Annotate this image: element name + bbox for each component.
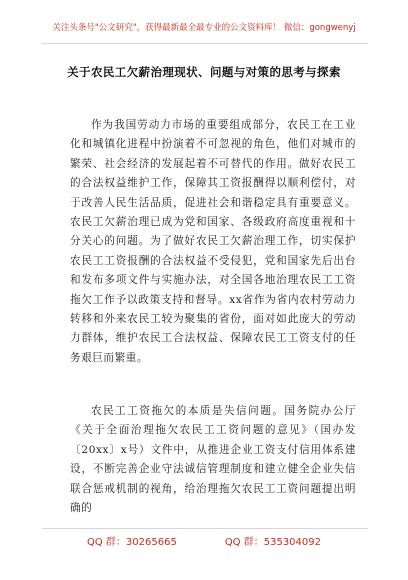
qq-group-1: QQ 群：30265665	[86, 537, 177, 548]
footer	[0, 534, 408, 552]
qq-group-2: QQ 群：535304092	[224, 537, 321, 548]
banner-text: 关注头条号"公文研究"，获得最新最全最专业的公文资料库！ 微信：gongwenyj	[52, 23, 356, 33]
header-banner	[0, 14, 408, 42]
document-title: 关于农民工欠薪治理现状、问题与对策的思考与探索	[67, 65, 341, 79]
body-paragraph: 农民工工资拖欠的本质是失信问题。国务院办公厅《关于全面治理拖欠农民工工资问题的意见》（国办发〔20xx〕x号）文件中，从推进企业工资支付信用体系建设，不断完善企业守法诚信管理制度和建立健全企业失信联合惩戒机制的视角，给治理拖欠农民工工资问题提出明确的	[70, 405, 356, 515]
footer-divider	[42, 528, 368, 529]
header-divider	[42, 43, 368, 44]
body-paragraph: 作为我国劳动力市场的重要组成部分，农民工在工业化和城镇化进程中扮演着不可忽视的角色，他们对城市的繁荣、社会经济的发展起着不可替代的作用。做好农民工的合法权益维护工作，保障其工资报酬得以顺利偿付，对于改善人民生活品质，促进社会和谐稳定具有重要意义。农民工欠薪治理已成为党和国家、各级政府高度重视和十分关心的问题。为了做好农民工欠薪治理工作，切实保护农民工工资报酬的合法权益不受侵犯，党和国家先后出台和发布多项文件与实施办法，对全国各地治理农民工工资拖欠工作予以政策支持和督导。xx省作为省内农村劳动力转移和外来农民工较为聚集的省份，面对如此庞大的劳动力群体，维护农民工合法权益、保障农民工工资支付的任务艰巨而繁重。	[70, 119, 356, 364]
